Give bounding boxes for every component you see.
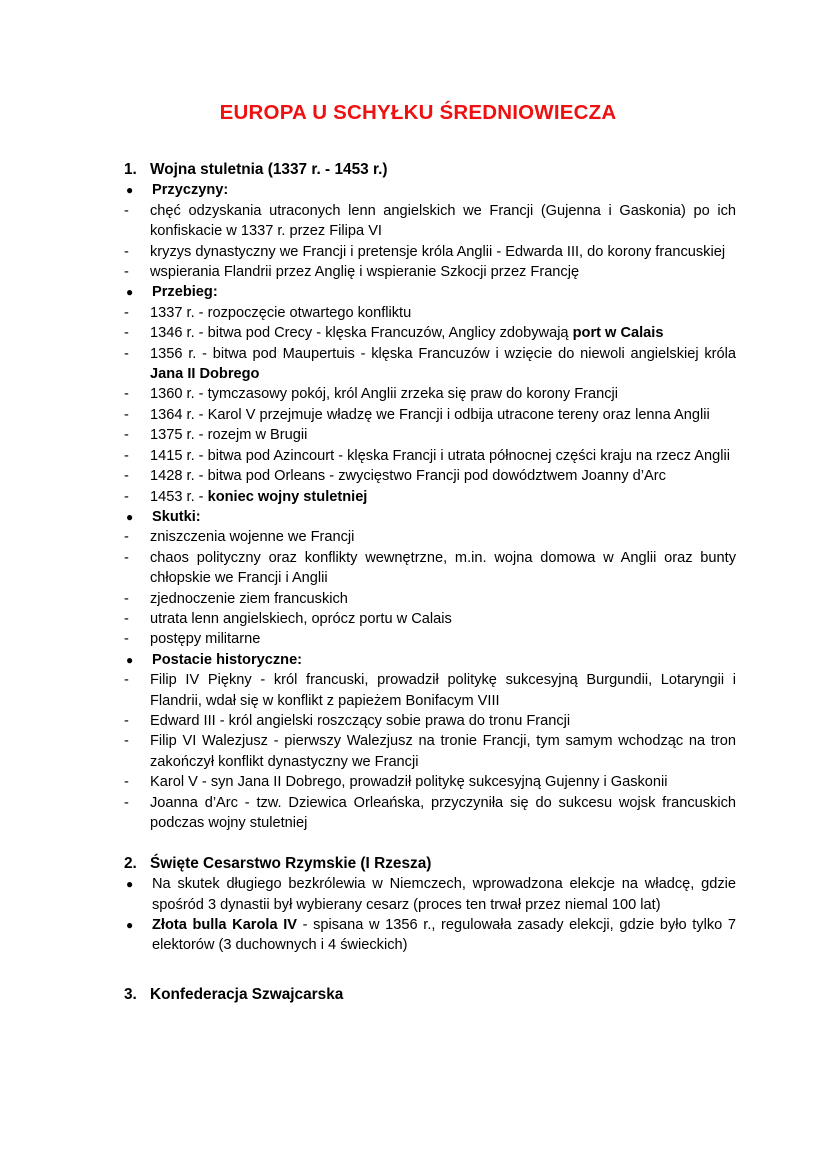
dash-icon: - <box>124 529 129 546</box>
list-item <box>124 446 736 466</box>
list-item <box>124 609 736 629</box>
list-item <box>124 731 736 772</box>
list-item <box>124 201 736 242</box>
dash-icon: - <box>124 733 129 750</box>
dash-icon: - <box>124 468 129 485</box>
list-item <box>124 711 736 731</box>
list-item <box>124 915 736 956</box>
section-gap <box>124 956 736 976</box>
bullet-icon: ● <box>126 877 134 892</box>
section-title-3: Konfederacja Szwajcarska <box>150 986 344 1004</box>
section-gap <box>124 833 736 853</box>
list-item <box>124 589 736 609</box>
list-item-text: 1360 r. - tymczasowy pokój, król Anglii zrzeka się praw do korony Francji <box>150 386 618 403</box>
dash-icon: - <box>124 488 129 505</box>
group-heading-przyczyny <box>124 180 736 200</box>
document-body <box>124 160 736 1006</box>
section-title-1: Wojna stuletnia (1337 r. - 1453 r.) <box>150 161 388 178</box>
list-item <box>124 425 736 445</box>
dash-icon: - <box>124 264 129 281</box>
dash-icon: - <box>124 345 129 362</box>
dash-icon: - <box>124 631 129 648</box>
dash-icon: - <box>124 406 129 423</box>
dash-icon: - <box>124 794 129 811</box>
list-item-text: 1346 r. - bitwa pod Crecy - klęska Francuzów, Anglicy zdobywają port w Calais <box>150 325 664 342</box>
list-item <box>124 323 736 343</box>
list-item-text: chęć odzyskania utraconych lenn angielskich we Francji (Gujenna i Gaskonia) po ich konfiskacie w 1337 r. przez Filipa VI <box>150 202 736 240</box>
list-item-text: Na skutek długiego bezkrólewia w Niemczech, wprowadzona elekcje na władcę, gdzie spośród 3 dynastii był wybierany cesarz (proces ten trwał przez niemal 100 lat) <box>152 876 736 913</box>
bullet-icon: ● <box>126 183 134 198</box>
list-item <box>124 242 736 262</box>
list-item <box>124 874 736 915</box>
list-item <box>124 466 736 486</box>
list-item-text: 1375 r. - rozejm w Brugii <box>150 427 308 444</box>
group-label-postacie: Postacie historyczne: <box>152 651 303 668</box>
section-title-2: Święte Cesarstwo Rzymskie (I Rzesza) <box>150 854 432 872</box>
bullet-icon: ● <box>126 509 134 524</box>
group-label-przyczyny: Przyczyny: <box>152 182 229 199</box>
list-item-text: 1337 r. - rozpoczęcie otwartego konfliktu <box>150 304 412 321</box>
list-item-text: 1356 r. - bitwa pod Maupertuis - klęska Francuzów i wzięcie do niewoli angielskiej króla Jana II Dobrego <box>150 345 736 383</box>
list-item <box>124 262 736 282</box>
dash-icon: - <box>124 427 129 444</box>
list-item <box>124 303 736 323</box>
list-item-text: Filip IV Piękny - król francuski, prowadził politykę sukcesyjną Burgundii, Lotaryngii i Flandrii, wdał się w konflikt z papieżem Bonifacym VIII <box>150 672 736 709</box>
dash-icon: - <box>124 386 129 403</box>
list-item <box>124 772 736 792</box>
dash-icon: - <box>124 447 129 464</box>
group-heading-postacie <box>124 650 736 670</box>
list-item-text: 1364 r. - Karol V przejmuje władzę we Francji i odbija utracone tereny oraz lenna Anglii <box>150 406 710 423</box>
list-item <box>124 344 736 385</box>
list-item-text: 1428 r. - bitwa pod Orleans - zwycięstwo Francji pod dowództwem Joanny d’Arc <box>150 468 666 485</box>
group-label-skutki: Skutki: <box>152 508 201 525</box>
dash-icon: - <box>124 325 129 342</box>
section-number-1: 1. <box>124 161 137 178</box>
list-item-text: Joanna d’Arc - tzw. Dziewica Orleańska, przyczyniła się do sukcesu wojsk francuskich podczas wojny stuletniej <box>150 794 736 831</box>
dash-icon: - <box>124 672 129 689</box>
bullet-icon: ● <box>126 285 134 300</box>
section-number-2: 2. <box>124 854 137 872</box>
dash-icon: - <box>124 243 129 260</box>
list-item-text: postępy militarne <box>150 631 261 648</box>
dash-icon: - <box>124 304 129 321</box>
section-number-3: 3. <box>124 986 137 1004</box>
group-heading-skutki <box>124 507 736 527</box>
list-item-text: kryzys dynastyczny we Francji i pretensje króla Anglii - Edwarda III, do korony francuskiej <box>150 243 726 260</box>
dash-icon: - <box>124 590 129 607</box>
bullet-icon: ● <box>126 918 134 933</box>
list-item-text: zjednoczenie ziem francuskich <box>150 590 348 607</box>
list-item-text: wspierania Flandrii przez Anglię i wspieranie Szkocji przez Francję <box>150 264 580 281</box>
list-item-text: Filip VI Walezjusz - pierwszy Walezjusz na tronie Francji, tym samym wchodząc na tron zakończył konflikt dynastyczny we Francji <box>150 733 736 770</box>
list-item-text: 1453 r. - koniec wojny stuletniej <box>150 488 368 505</box>
dash-icon: - <box>124 610 129 627</box>
group-label-przebieg: Przebieg: <box>152 284 218 301</box>
list-item-text: 1415 r. - bitwa pod Azincourt - klęska Francji i utrata północnej części kraju na rzecz Anglii <box>150 447 730 464</box>
list-item-text: chaos polityczny oraz konflikty wewnętrzne, m.in. wojna domowa w Anglii oraz bunty chłopskie we Francji i Anglii <box>150 549 736 587</box>
list-item <box>124 670 736 711</box>
list-item-text: Złota bulla Karola IV - spisana w 1356 r., regulowała zasady elekcji, gdzie było tylko 7 elektorów (3 duchownych i 4 świeckich) <box>152 917 736 954</box>
list-item <box>124 527 736 547</box>
dash-icon: - <box>124 549 129 566</box>
list-item-text: zniszczenia wojenne we Francji <box>150 529 355 546</box>
section-heading-1 <box>124 160 736 180</box>
group-heading-przebieg <box>124 282 736 302</box>
list-item-text: Edward III - król angielski roszczący sobie prawa do tronu Francji <box>150 712 571 729</box>
section-gap-small <box>124 976 736 985</box>
dash-icon: - <box>124 202 129 219</box>
list-item-text: Karol V - syn Jana II Dobrego, prowadził politykę sukcesyjną Gujenny i Gaskonii <box>150 774 668 791</box>
list-item <box>124 384 736 404</box>
page-title: EUROPA U SCHYŁKU ŚREDNIOWIECZA <box>219 101 617 124</box>
list-item <box>124 548 736 589</box>
list-item-text: utrata lenn angielskiech, oprócz portu w Calais <box>150 610 452 627</box>
section-heading-3 <box>124 985 736 1005</box>
list-item <box>124 793 736 834</box>
section-heading-2 <box>124 854 736 874</box>
list-item <box>124 487 736 507</box>
list-item <box>124 629 736 649</box>
list-item <box>124 405 736 425</box>
bullet-icon: ● <box>126 652 134 667</box>
dash-icon: - <box>124 712 129 729</box>
dash-icon: - <box>124 774 129 791</box>
